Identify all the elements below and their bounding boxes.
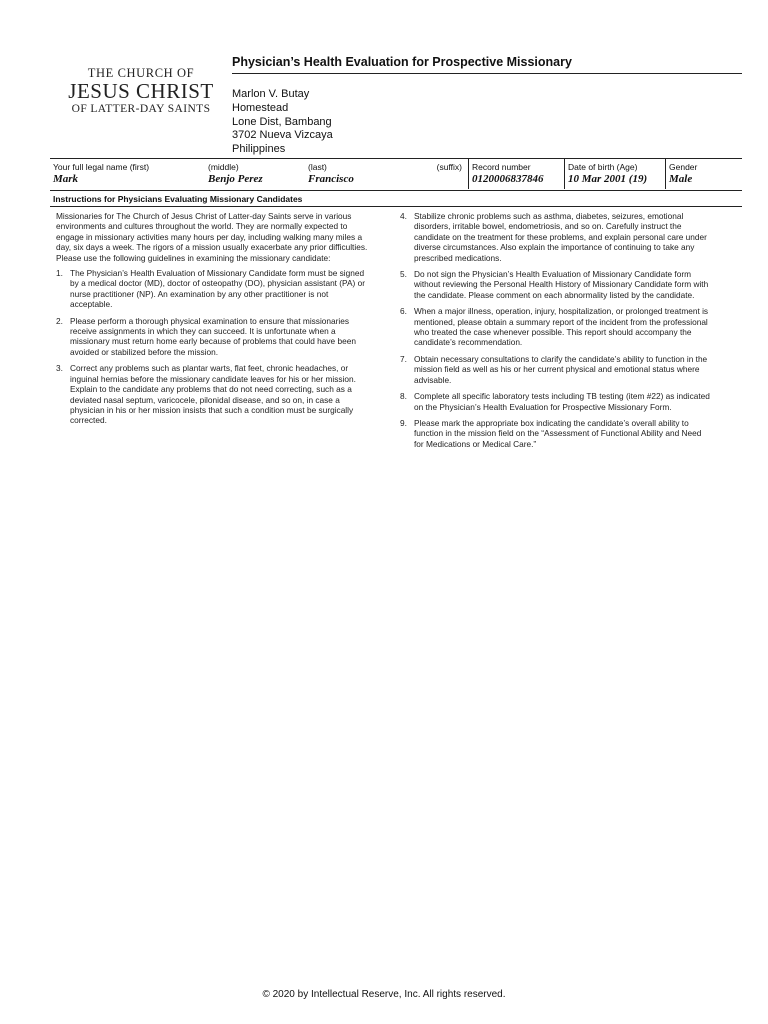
- list-item: [400, 211, 713, 263]
- list-item: [56, 316, 368, 358]
- list-item: [400, 418, 713, 449]
- instructions-left-column: [56, 211, 368, 432]
- church-logo: [66, 66, 216, 116]
- candidate-identity-row: [50, 158, 742, 189]
- instructions-right-column: [400, 211, 713, 455]
- middle-name-value: Benjo Perez: [208, 173, 263, 185]
- last-name-label: (last): [308, 162, 327, 172]
- address-name: Marlon V. Butay: [232, 88, 310, 100]
- last-name-value: Francisco: [308, 173, 354, 185]
- list-item: [400, 269, 713, 300]
- copyright-footer: © 2020 by Intellectual Reserve, Inc. All rights reserved.: [262, 989, 506, 1000]
- record-number-field: [468, 159, 565, 189]
- item-text: Please perform a thorough physical examination to ensure that missionaries receive assignments in which they can succeed. It is unfortunate when a missionary must return home early because of problems that could have been avoided or stabilized before the mission.: [70, 315, 356, 357]
- logo-line-1: THE CHURCH OF: [87, 66, 195, 80]
- suffix-label: (suffix): [436, 162, 462, 172]
- address-line-1: Homestead: [232, 101, 289, 114]
- item-number: 9.: [400, 417, 407, 428]
- item-text: The Physician’s Health Evaluation of Missionary Candidate form must be signed by a medical doctor (MD), doctor of osteopathy (DO), physician assistant (PA) or nurse practitioner (NP). An examination by any other practitioner is not acceptable.: [70, 268, 365, 310]
- title-divider: [232, 73, 742, 74]
- item-number: 8.: [400, 391, 407, 402]
- item-text: Correct any problems such as plantar warts, flat feet, chronic headaches, or inguinal hernias before the missionary candidate leaves for his or her mission. Explain to the candidate any problems that do not need correcting, such as a deviated nasal septum, varicocele, pilonidal disease, and so on, in case a physician in his or her mission insists that such a condition must be surgically corrected.: [70, 363, 356, 426]
- instructions-intro: Missionaries for The Church of Jesus Christ of Latter-day Saints serve in various environments and cultures throughout the world. They are normally expected to engage in missionary activities many hours per day, including walking many miles a day, six days a week. The rigors of a mission usually exacerbate any prior difficulties. Please use the following guidelines in examining the missionary candidate:: [56, 211, 368, 263]
- last-name-field: [305, 159, 468, 189]
- item-number: 4.: [400, 211, 407, 221]
- list-item: [56, 268, 368, 310]
- address-line-2: Lone Dist, Bambang: [232, 115, 332, 128]
- instructions-heading-bar: [50, 190, 742, 207]
- item-text: When a major illness, operation, injury, hospitalization, or prolonged treatment is mentioned, please obtain a summary report of the incident from the professional who treated the case whenever possible. This report should accompany the candidate’s recommendation.: [414, 306, 709, 348]
- item-text: Do not sign the Physician’s Health Evaluation of Missionary Candidate form without reviewing the Personal Health History of Missionary Candidate form with the candidate. Please comment on each abnormality listed by the candidate.: [414, 269, 709, 300]
- mailing-address: [232, 88, 333, 157]
- item-number: 7.: [400, 353, 407, 364]
- middle-name-field: [205, 159, 305, 189]
- gender-field: [665, 159, 743, 189]
- first-name-value: Mark: [53, 173, 79, 185]
- record-number-value: 0120006837846: [472, 173, 544, 185]
- address-line-3: 3702 Nueva Vizcaya: [232, 129, 333, 142]
- gender-value: Male: [669, 173, 693, 185]
- item-text: Please mark the appropriate box indicating the candidate’s overall ability to function in the mission field on the “Assessment of Functional Ability and Need for Medications or Medical Care.”: [414, 417, 702, 449]
- item-number: 1.: [56, 268, 63, 279]
- item-number: 2.: [56, 315, 63, 326]
- list-item: [400, 391, 713, 412]
- item-number: 3.: [56, 363, 63, 374]
- address-country: Philippines: [232, 143, 286, 156]
- record-number-label: Record number: [472, 162, 531, 172]
- logo-line-2: JESUS CHRIST: [68, 79, 214, 103]
- item-text: Stabilize chronic problems such as asthma, diabetes, seizures, emotional disorders, irritable bowel, endometriosis, and so on. Carefully instruct the candidate on the treatment for these problems, and explain personal care under diverse circumstances. Also explain the importance of continuing to take any prescribed medications.: [414, 211, 707, 263]
- list-item: [56, 363, 368, 425]
- item-number: 6.: [400, 306, 407, 317]
- list-item: [400, 306, 713, 348]
- item-number: 5.: [400, 269, 407, 280]
- date-of-birth-value: 10 Mar 2001 (19): [568, 173, 648, 185]
- date-of-birth-label: Date of birth (Age): [568, 162, 638, 172]
- form-title: Physician’s Health Evaluation for Prospective Missionary: [232, 55, 572, 69]
- list-item: [400, 354, 713, 385]
- gender-label: Gender: [669, 162, 698, 172]
- item-text: Complete all specific laboratory tests including TB testing (item #22) as indicated on the Physician’s Health Evaluation for Prospective Missionary Form.: [414, 391, 710, 412]
- instructions-heading: Instructions for Physicians Evaluating Missionary Candidates: [53, 194, 303, 204]
- item-text: Obtain necessary consultations to clarify the candidate’s ability to function in the mission field as well as his or her current physical and emotional status where advisable.: [414, 353, 708, 385]
- first-name-field: [50, 159, 205, 189]
- first-name-label: Your full legal name (first): [53, 162, 150, 172]
- date-of-birth-field: [564, 159, 666, 189]
- logo-line-3: OF LATTER-DAY SAINTS: [71, 103, 211, 115]
- middle-name-label: (middle): [208, 162, 239, 172]
